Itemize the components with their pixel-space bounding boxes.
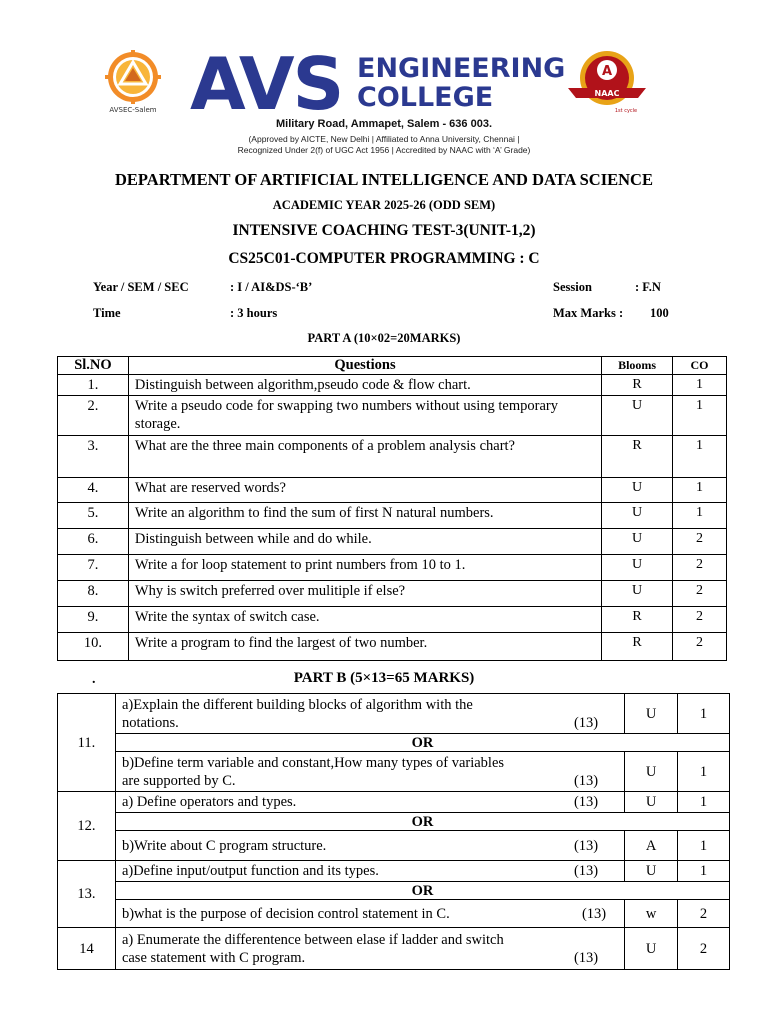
part-b-title: PART B (5×13=65 MARKS) [293,670,475,686]
q13-number: 13. [58,861,116,928]
q11-a-line1: a)Explain the different building blocks of algorithm with the [121,696,473,713]
q13-a-blooms: U [625,861,678,882]
q12-a-marks: (13) [573,794,599,810]
question-number: 2. [58,396,129,436]
q12-or: OR [115,813,729,831]
course-outcome: 1 [673,396,727,436]
blooms-level: R [602,375,673,396]
part-a-row [58,375,727,396]
part-b-table [57,693,730,970]
stray-dot: . [92,672,96,687]
question-text: What are reserved words? [128,478,601,503]
max-marks-label: Max Marks : [553,306,624,320]
q11-b-row [58,752,730,792]
q13-a-marks: (13) [573,863,599,879]
question-number: 5. [58,503,129,529]
q13-a-line1: a)Define input/output function and its types. [121,863,379,879]
part-a-row [58,607,727,633]
question-number: 9. [58,607,129,633]
q14-a-blooms: U [625,928,678,970]
question-text: Why is switch preferred over mulitiple if else? [128,581,601,607]
year-sem-sec-label: Year / SEM / SEC [93,280,189,294]
q11-a-co: 1 [678,694,730,734]
part-a-row [58,555,727,581]
q13-b-line1: b)what is the purpose of decision control statement in C. [121,905,450,922]
part-a-row [58,581,727,607]
department-title: DEPARTMENT OF ARTIFICIAL INTELLIGENCE AND DATA SCIENCE [115,170,653,189]
q14-a-line2: case statement with C program. [121,949,306,966]
q14-number: 14 [58,928,116,970]
question-text: Write a pseudo code for swapping two numbers without using temporary storage. [128,396,601,436]
q13-b-blooms: w [625,900,678,928]
time-label: Time [93,306,121,320]
session-label: Session [553,280,592,294]
part-a-table [57,356,727,661]
q14-a-line2-wrap [122,949,618,967]
q14-a-text [115,928,624,970]
college-emblem-logo [104,50,162,114]
svg-text:A: A [601,64,613,79]
approval-line-2: Recognized Under 2(f) of UGC Act 1956 | Accredited by NAAC with ‘A’ Grade) [237,145,531,155]
q14-a-line1: a) Enumerate the differentence between elase if ladder and switch [121,931,504,948]
q13-b-text [115,900,624,928]
course-outcome: 2 [673,555,727,581]
q11-b-line2: are supported by C. [121,772,236,789]
q13-a-text [115,861,624,882]
q11-b-line2-wrap [122,772,618,790]
question-number: 8. [58,581,129,607]
q12-a-row [58,792,730,813]
naac-accreditation-badge [566,48,648,118]
part-a-header-row [58,357,727,375]
question-number: 6. [58,529,129,555]
college-address: Military Road, Ammapet, Salem - 636 003. [275,118,492,130]
question-number: 3. [58,436,129,478]
header-questions: Questions [128,357,601,375]
question-number: 7. [58,555,129,581]
blooms-level: U [602,581,673,607]
svg-text:AVSEC-Salem: AVSEC-Salem [109,106,157,114]
header-slno: Sl.NO [58,357,129,375]
college-name-engineering: ENGINEERING [357,53,566,84]
question-number: 4. [58,478,129,503]
q12-a-text [115,792,624,813]
part-a-row [58,436,727,478]
course-outcome: 2 [673,633,727,661]
approval-line-1: (Approved by AICTE, New Delhi | Affiliated to Anna University, Chennai | [248,134,520,144]
q11-b-line1: b)Define term variable and constant,How many types of variables [121,754,505,771]
header-blooms: Blooms [602,357,673,375]
time-value: : 3 hours [230,306,278,320]
q12-b-blooms: A [625,831,678,861]
q12-a-co: 1 [678,792,730,813]
q11-a-text [115,694,624,734]
course-outcome: 2 [673,607,727,633]
q11-or-row [58,734,730,752]
q11-b-co: 1 [678,752,730,792]
svg-text:NAAC: NAAC [594,89,620,98]
letterhead [0,0,768,165]
session-value: : F.N [635,280,661,294]
q11-b-text [115,752,624,792]
q13-b-marks: (13) [581,905,607,922]
question-text: Distinguish between while and do while. [128,529,601,555]
header-co: CO [673,357,727,375]
part-a-row [58,633,727,661]
q12-number: 12. [58,792,116,861]
q11-number: 11. [58,694,116,792]
q12-a-blooms: U [625,792,678,813]
max-marks-value: 100 [650,306,669,320]
q11-a-line2-wrap [122,714,618,732]
blooms-level: R [602,436,673,478]
blooms-level: R [602,633,673,661]
course-outcome: 2 [673,581,727,607]
q12-b-co: 1 [678,831,730,861]
course-outcome: 1 [673,375,727,396]
question-number: 10. [58,633,129,661]
blooms-level: U [602,503,673,529]
question-number: 1. [58,375,129,396]
q13-or-row [58,882,730,900]
q12-b-text [115,831,624,861]
question-text: Write a for loop statement to print numbers from 10 to 1. [128,555,601,581]
year-sem-sec-value: : I / AI&DS-‘B’ [230,280,313,294]
q11-b-blooms: U [625,752,678,792]
part-a-row [58,529,727,555]
q13-a-co: 1 [678,861,730,882]
q11-a-marks: (13) [573,714,599,731]
college-name-college: COLLEGE [357,82,494,113]
q12-b-line1: b)Write about C program structure. [121,837,327,854]
test-title: INTENSIVE COACHING TEST-3(UNIT-1,2) [232,222,536,239]
q14-a-row [58,928,730,970]
academic-year: ACADEMIC YEAR 2025-26 (ODD SEM) [272,198,496,212]
part-a-row [58,503,727,529]
q13-a-row [58,861,730,882]
part-a-body [58,375,727,661]
course-outcome: 2 [673,529,727,555]
question-text: Write an algorithm to find the sum of first N natural numbers. [128,503,601,529]
q12-a-line1: a) Define operators and types. [121,794,297,810]
q11-or: OR [115,734,729,752]
course-outcome: 1 [673,436,727,478]
part-a-row [58,396,727,436]
q12-or-row [58,813,730,831]
q11-a-line2: notations. [121,714,179,731]
course-title: CS25C01-COMPUTER PROGRAMMING : C [228,250,540,267]
q12-b-marks: (13) [573,837,599,854]
q13-or: OR [115,882,729,900]
question-text: What are the three main components of a problem analysis chart? [128,436,601,478]
q11-b-marks: (13) [573,772,599,789]
q11-a-row [58,694,730,734]
blooms-level: U [602,396,673,436]
question-text: Write the syntax of switch case. [128,607,601,633]
college-name-avs: AVS [190,42,343,126]
question-text: Write a program to find the largest of two number. [128,633,601,661]
part-a-title: PART A (10×02=20MARKS) [307,331,461,345]
part-a-row [58,478,727,503]
question-text: Distinguish between algorithm,pseudo code & flow chart. [128,375,601,396]
blooms-level: U [602,529,673,555]
q14-a-marks: (13) [573,949,599,966]
q11-a-blooms: U [625,694,678,734]
course-outcome: 1 [673,478,727,503]
q12-b-row [58,831,730,861]
blooms-level: R [602,607,673,633]
blooms-level: U [602,478,673,503]
blooms-level: U [602,555,673,581]
q13-b-co: 2 [678,900,730,928]
q13-b-row [58,900,730,928]
course-outcome: 1 [673,503,727,529]
svg-text:1st cycle: 1st cycle [614,108,638,114]
q14-a-co: 2 [678,928,730,970]
